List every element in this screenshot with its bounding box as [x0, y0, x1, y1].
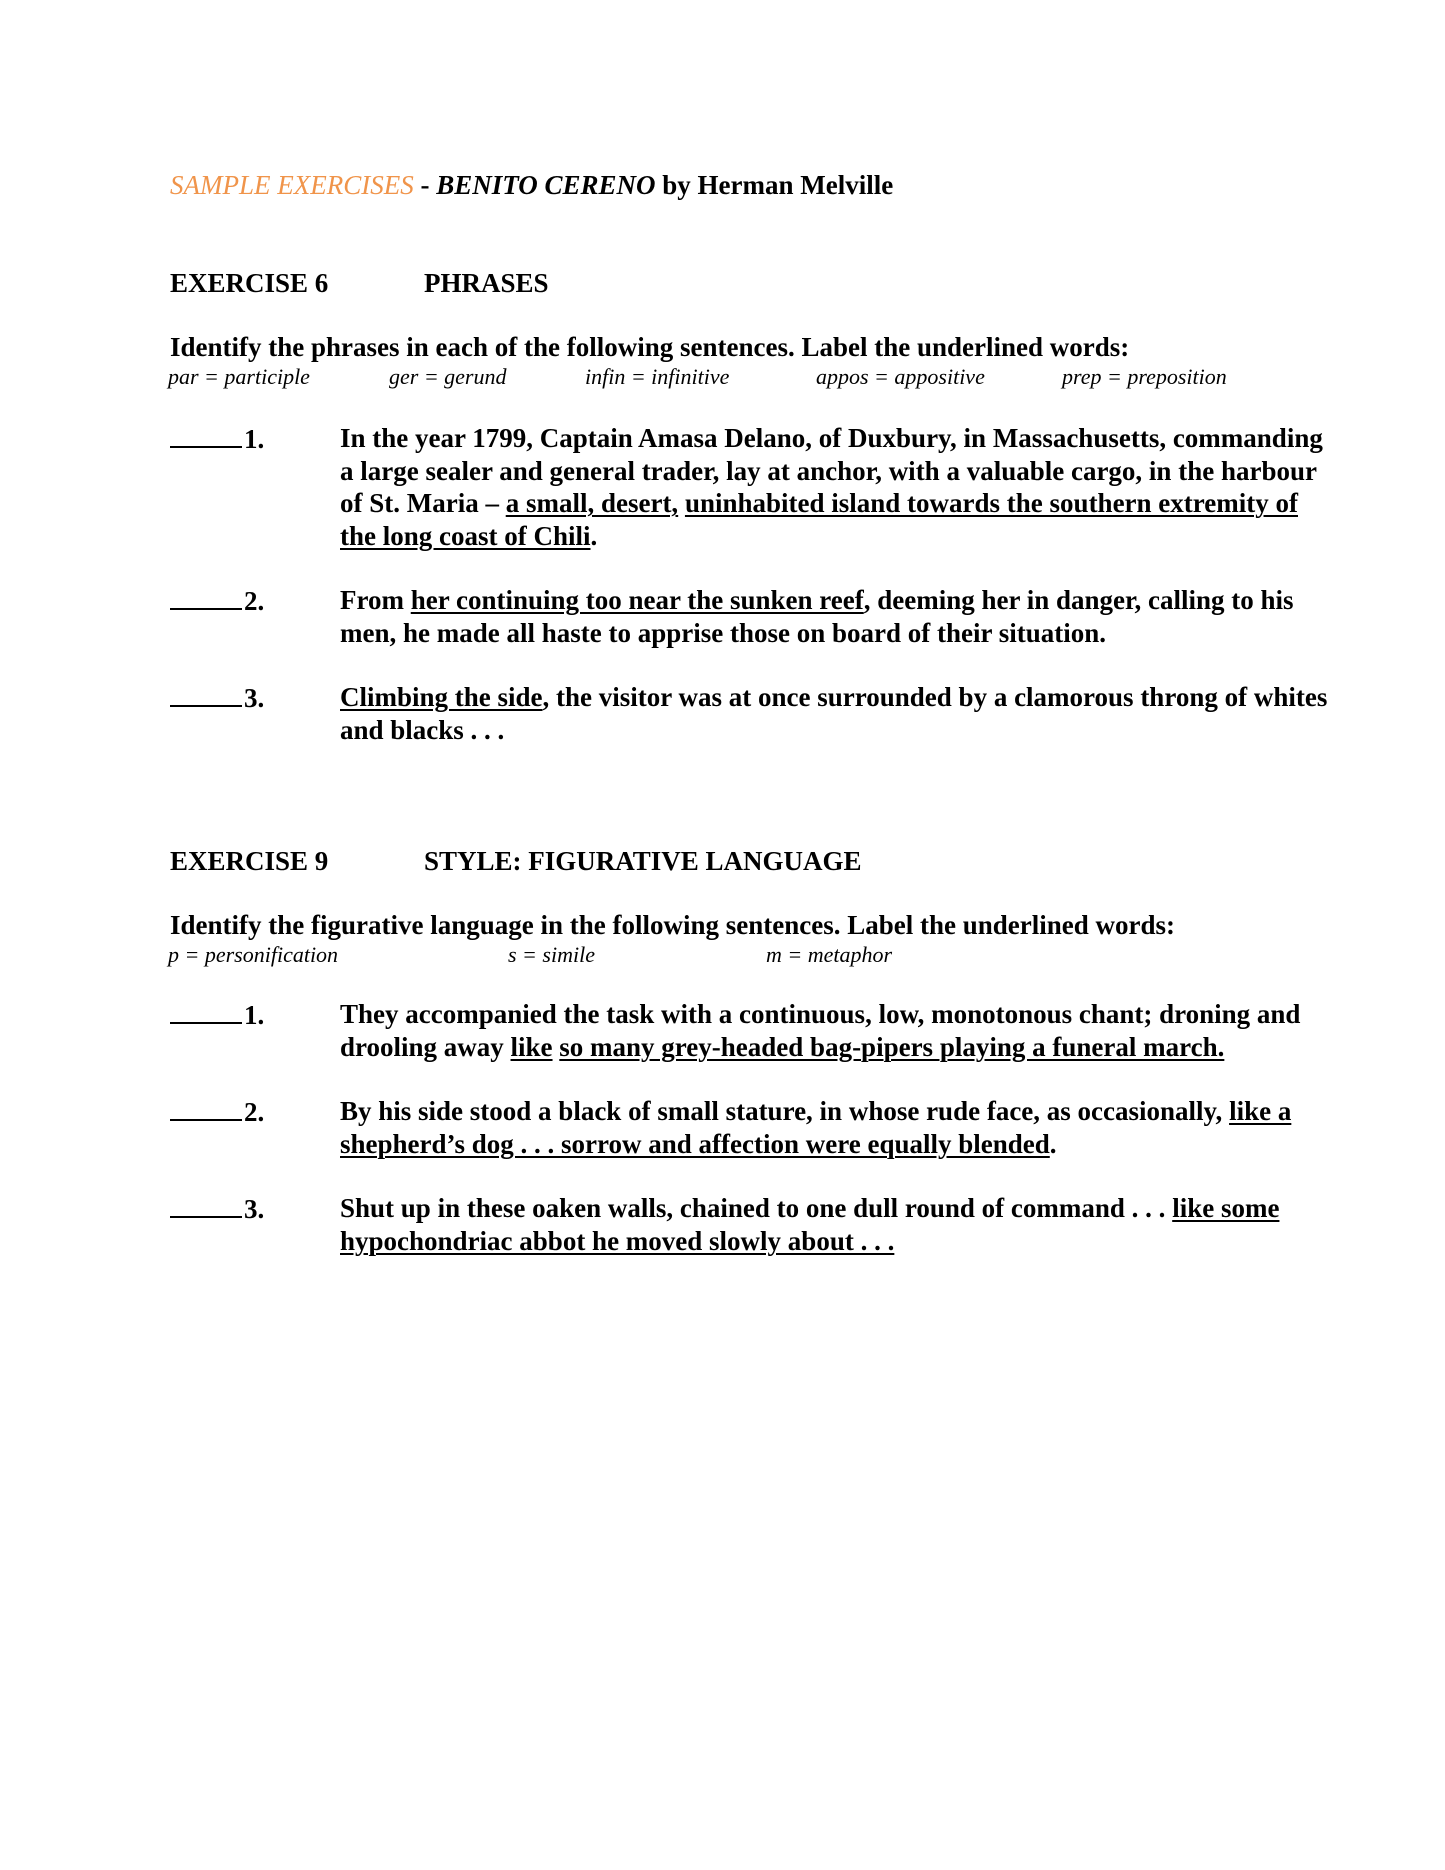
underlined-phrase: a small, desert,	[505, 488, 679, 518]
exercise9-topic: STYLE: FIGURATIVE LANGUAGE	[424, 846, 862, 876]
sentence-text: In the year 1799, Captain Amasa Delano, of Duxbury, in Massachusetts, commanding a large sealer and general trader, lay at anchor, with a valuable cargo, in the harbour of St. Maria –	[340, 423, 1323, 518]
answer-blank[interactable]	[170, 588, 242, 610]
legend-metaphor: m = metaphor	[766, 942, 893, 967]
author-line: by Herman Melville	[655, 170, 894, 200]
answer-blank[interactable]	[170, 685, 242, 707]
legend-gerund: ger = gerund	[389, 364, 507, 389]
ex9-item1-number: 1.	[170, 1000, 264, 1031]
sentence-text: They accompanied the task with a continuous, low, monotonous chant; droning and drooling away	[340, 999, 1301, 1062]
sentence-text: By his side stood a black of small stature, in whose rude face, as occasionally,	[340, 1096, 1230, 1126]
underlined-phrase: uninhabited island towards the southern extremity of the long coast of Chili	[340, 488, 1298, 551]
answer-blank[interactable]	[170, 1002, 242, 1024]
answer-blank[interactable]	[170, 426, 242, 448]
answer-blank[interactable]	[170, 1099, 242, 1121]
underlined-phrase: like some hypochondriac abbot he moved slowly about . . .	[340, 1193, 1280, 1256]
legend-participle: par = participle	[168, 364, 310, 389]
sentence-text: , the visitor was at once surrounded by a clamorous throng of whites and blacks . . .	[340, 682, 1328, 745]
ex9-item3-sentence	[340, 1192, 1340, 1257]
ex9-item3-number: 3.	[170, 1194, 264, 1225]
sentence-text: , deeming her in danger, calling to his men, he made all haste to apprise those on board of their situation.	[340, 585, 1294, 648]
underlined-phrase: Climbing the side	[340, 682, 543, 712]
underlined-phrase: like a shepherd’s dog . . . sorrow and affection were equally blended	[340, 1096, 1292, 1159]
ex6-item2-sentence	[340, 584, 1340, 649]
exercise6-instruction: Identify the phrases in each of the following sentences. Label the underlined words:	[170, 332, 1130, 362]
answer-blank[interactable]	[170, 1196, 242, 1218]
legend-simile: s = simile	[508, 942, 595, 967]
exercise6-topic: PHRASES	[424, 268, 549, 298]
ex6-item3-number: 3.	[170, 683, 264, 714]
legend-appositive: appos = appositive	[816, 364, 985, 389]
sentence-text	[678, 488, 685, 518]
exercise9-label: EXERCISE 9	[170, 846, 329, 876]
work-title: BENITO CERENO	[436, 170, 656, 200]
exercise6-label: EXERCISE 6	[170, 268, 329, 298]
ex9-item1-sentence	[340, 998, 1350, 1063]
sentence-text: .	[590, 520, 598, 551]
title-dash: -	[413, 170, 437, 200]
page-title	[170, 170, 893, 201]
underlined-phrase: so many grey-headed bag-pipers playing a funeral march.	[559, 1031, 1225, 1062]
exercise9-instruction: Identify the figurative language in the following sentences. Label the underlined words:	[170, 910, 1176, 940]
sentence-text: .	[1049, 1128, 1057, 1159]
legend-preposition: prep = preposition	[1062, 364, 1227, 389]
sentence-text: From	[340, 585, 411, 615]
sample-label: SAMPLE EXERCISES	[170, 170, 414, 200]
underlined-phrase: her continuing too near the sunken reef	[410, 585, 864, 615]
legend-infinitive: infin = infinitive	[585, 364, 730, 389]
legend-personification: p = personification	[168, 942, 339, 967]
ex6-item2-number: 2.	[170, 586, 264, 617]
ex6-item3-sentence	[340, 681, 1340, 746]
sentence-text: Shut up in these oaken walls, chained to one dull round of command . . .	[340, 1193, 1173, 1223]
ex6-item1-sentence	[340, 422, 1340, 552]
ex9-item2-number: 2.	[170, 1097, 264, 1128]
ex6-item1-number: 1.	[170, 424, 264, 455]
underlined-phrase: like	[510, 1031, 553, 1062]
ex9-item2-sentence	[340, 1095, 1340, 1160]
